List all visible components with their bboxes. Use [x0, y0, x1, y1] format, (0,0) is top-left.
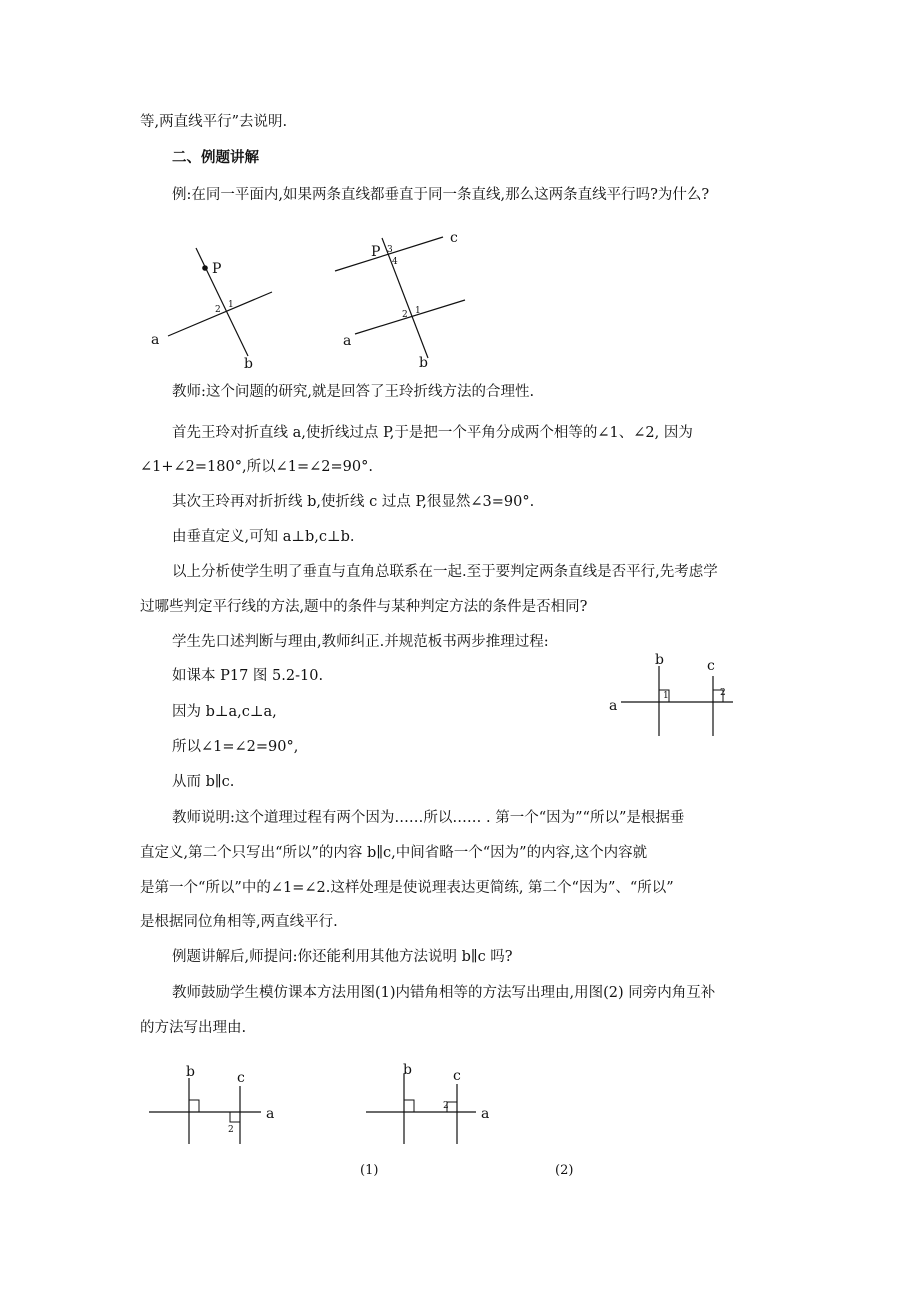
reasoning-step-1: 因为 b⊥a,c⊥a,	[172, 704, 277, 720]
right-angle-mark-2	[230, 1112, 240, 1122]
angle-label-2: 2	[215, 305, 221, 315]
label-a: a	[266, 1106, 275, 1122]
angle-label-2: 2	[228, 1125, 234, 1135]
point-p	[202, 265, 208, 271]
label-c: c	[453, 1068, 461, 1084]
label-p: P	[212, 261, 222, 277]
figure-textbook	[605, 650, 745, 740]
follow-up-question: 例题讲解后,师提问:你还能利用其他方法说明 b∥c 吗?	[172, 949, 513, 965]
encouragement-line-2: 的方法写出理由.	[140, 1020, 247, 1036]
reasoning-step-2: 所以∠1=∠2=90°,	[172, 739, 299, 755]
label-b: b	[419, 355, 428, 371]
angle-label-2: 2	[402, 310, 408, 320]
angle-label-4: 4	[392, 257, 398, 267]
teacher-note-line-4: 是根据同位角相等,两直线平行.	[140, 914, 338, 930]
teacher-note-line-2: 直定义,第二个只写出“所以”的内容 b∥c,中间省略一个“因为”的内容,这个内容就	[140, 845, 648, 861]
analysis-line-1: 以上分析使学生明了垂直与直角总联系在一起.至于要判定两条直线是否平行,先考虑学	[172, 564, 718, 580]
example-question: 例:在同一平面内,如果两条直线都垂直于同一条直线,那么这两条直线平行吗?为什么?	[172, 187, 710, 203]
right-angle-mark-1	[189, 1100, 199, 1112]
teacher-note-line-3: 是第一个“所以”中的∠1=∠2.这样处理是使说理表达更简练, 第二个“因为”、“所以”	[140, 880, 674, 896]
angle-label-1: 1	[663, 691, 669, 701]
explanation-line-3: 其次王玲再对折折线 b,使折线 c 过点 P,很显然∠3=90°.	[172, 494, 535, 510]
label-a: a	[343, 333, 352, 349]
figure-one	[145, 1060, 285, 1150]
figure-two	[362, 1060, 502, 1150]
label-a: a	[151, 332, 160, 348]
analysis-line-2: 过哪些判定平行线的方法,题中的条件与某种判定方法的条件是否相同?	[140, 599, 588, 615]
label-p: P	[371, 244, 381, 260]
label-a: a	[481, 1106, 490, 1122]
angle-label-1: 1	[228, 300, 234, 310]
angle-label-2: 2	[443, 1101, 449, 1111]
crease-line-b	[382, 238, 428, 358]
label-b: b	[244, 356, 253, 372]
label-a: a	[609, 698, 618, 714]
label-c: c	[450, 230, 458, 246]
figure-fold-two	[335, 228, 475, 373]
paragraph-continuation: 等,两直线平行”去说明.	[140, 114, 288, 130]
section-heading: 二、例题讲解	[172, 149, 259, 166]
encouragement-line-1: 教师鼓励学生模仿课本方法用图(1)内错角相等的方法写出理由,用图(2) 同旁内角互补	[172, 985, 716, 1001]
teacher-remark: 教师:这个问题的研究,就是回答了王玲折线方法的合理性.	[172, 384, 535, 400]
teacher-note-line-1: 教师说明:这个道理过程有两个因为……所以…… . 第一个“因为”“所以”是根据垂	[172, 810, 685, 826]
angle-label-2: 2	[720, 688, 726, 698]
explanation-line-2: ∠1+∠2=180°,所以∠1=∠2=90°.	[140, 459, 373, 475]
line-a	[355, 300, 465, 334]
caption-figure-two: (2)	[555, 1163, 574, 1178]
figure-fold-one	[140, 240, 290, 375]
label-b: b	[403, 1062, 412, 1078]
right-angle-mark-1	[404, 1100, 414, 1112]
label-b: b	[186, 1064, 195, 1080]
explanation-line-4: 由垂直定义,可知 a⊥b,c⊥b.	[172, 529, 355, 545]
explanation-line-1: 首先王玲对折直线 a,使折线过点 P,于是把一个平角分成两个相等的∠1、∠2, 因为	[172, 425, 693, 441]
angle-label-1: 1	[415, 306, 421, 316]
label-c: c	[707, 658, 715, 674]
reasoning-reference: 如课本 P17 图 5.2-10.	[172, 668, 324, 684]
caption-figure-one: (1)	[360, 1163, 379, 1178]
crease-line-b	[196, 248, 248, 356]
reasoning-intro: 学生先口述判断与理由,教师纠正.并规范板书两步推理过程:	[172, 634, 549, 650]
label-b: b	[655, 652, 664, 668]
reasoning-conclusion: 从而 b∥c.	[172, 774, 235, 790]
label-c: c	[237, 1070, 245, 1086]
angle-label-3: 3	[387, 245, 393, 255]
